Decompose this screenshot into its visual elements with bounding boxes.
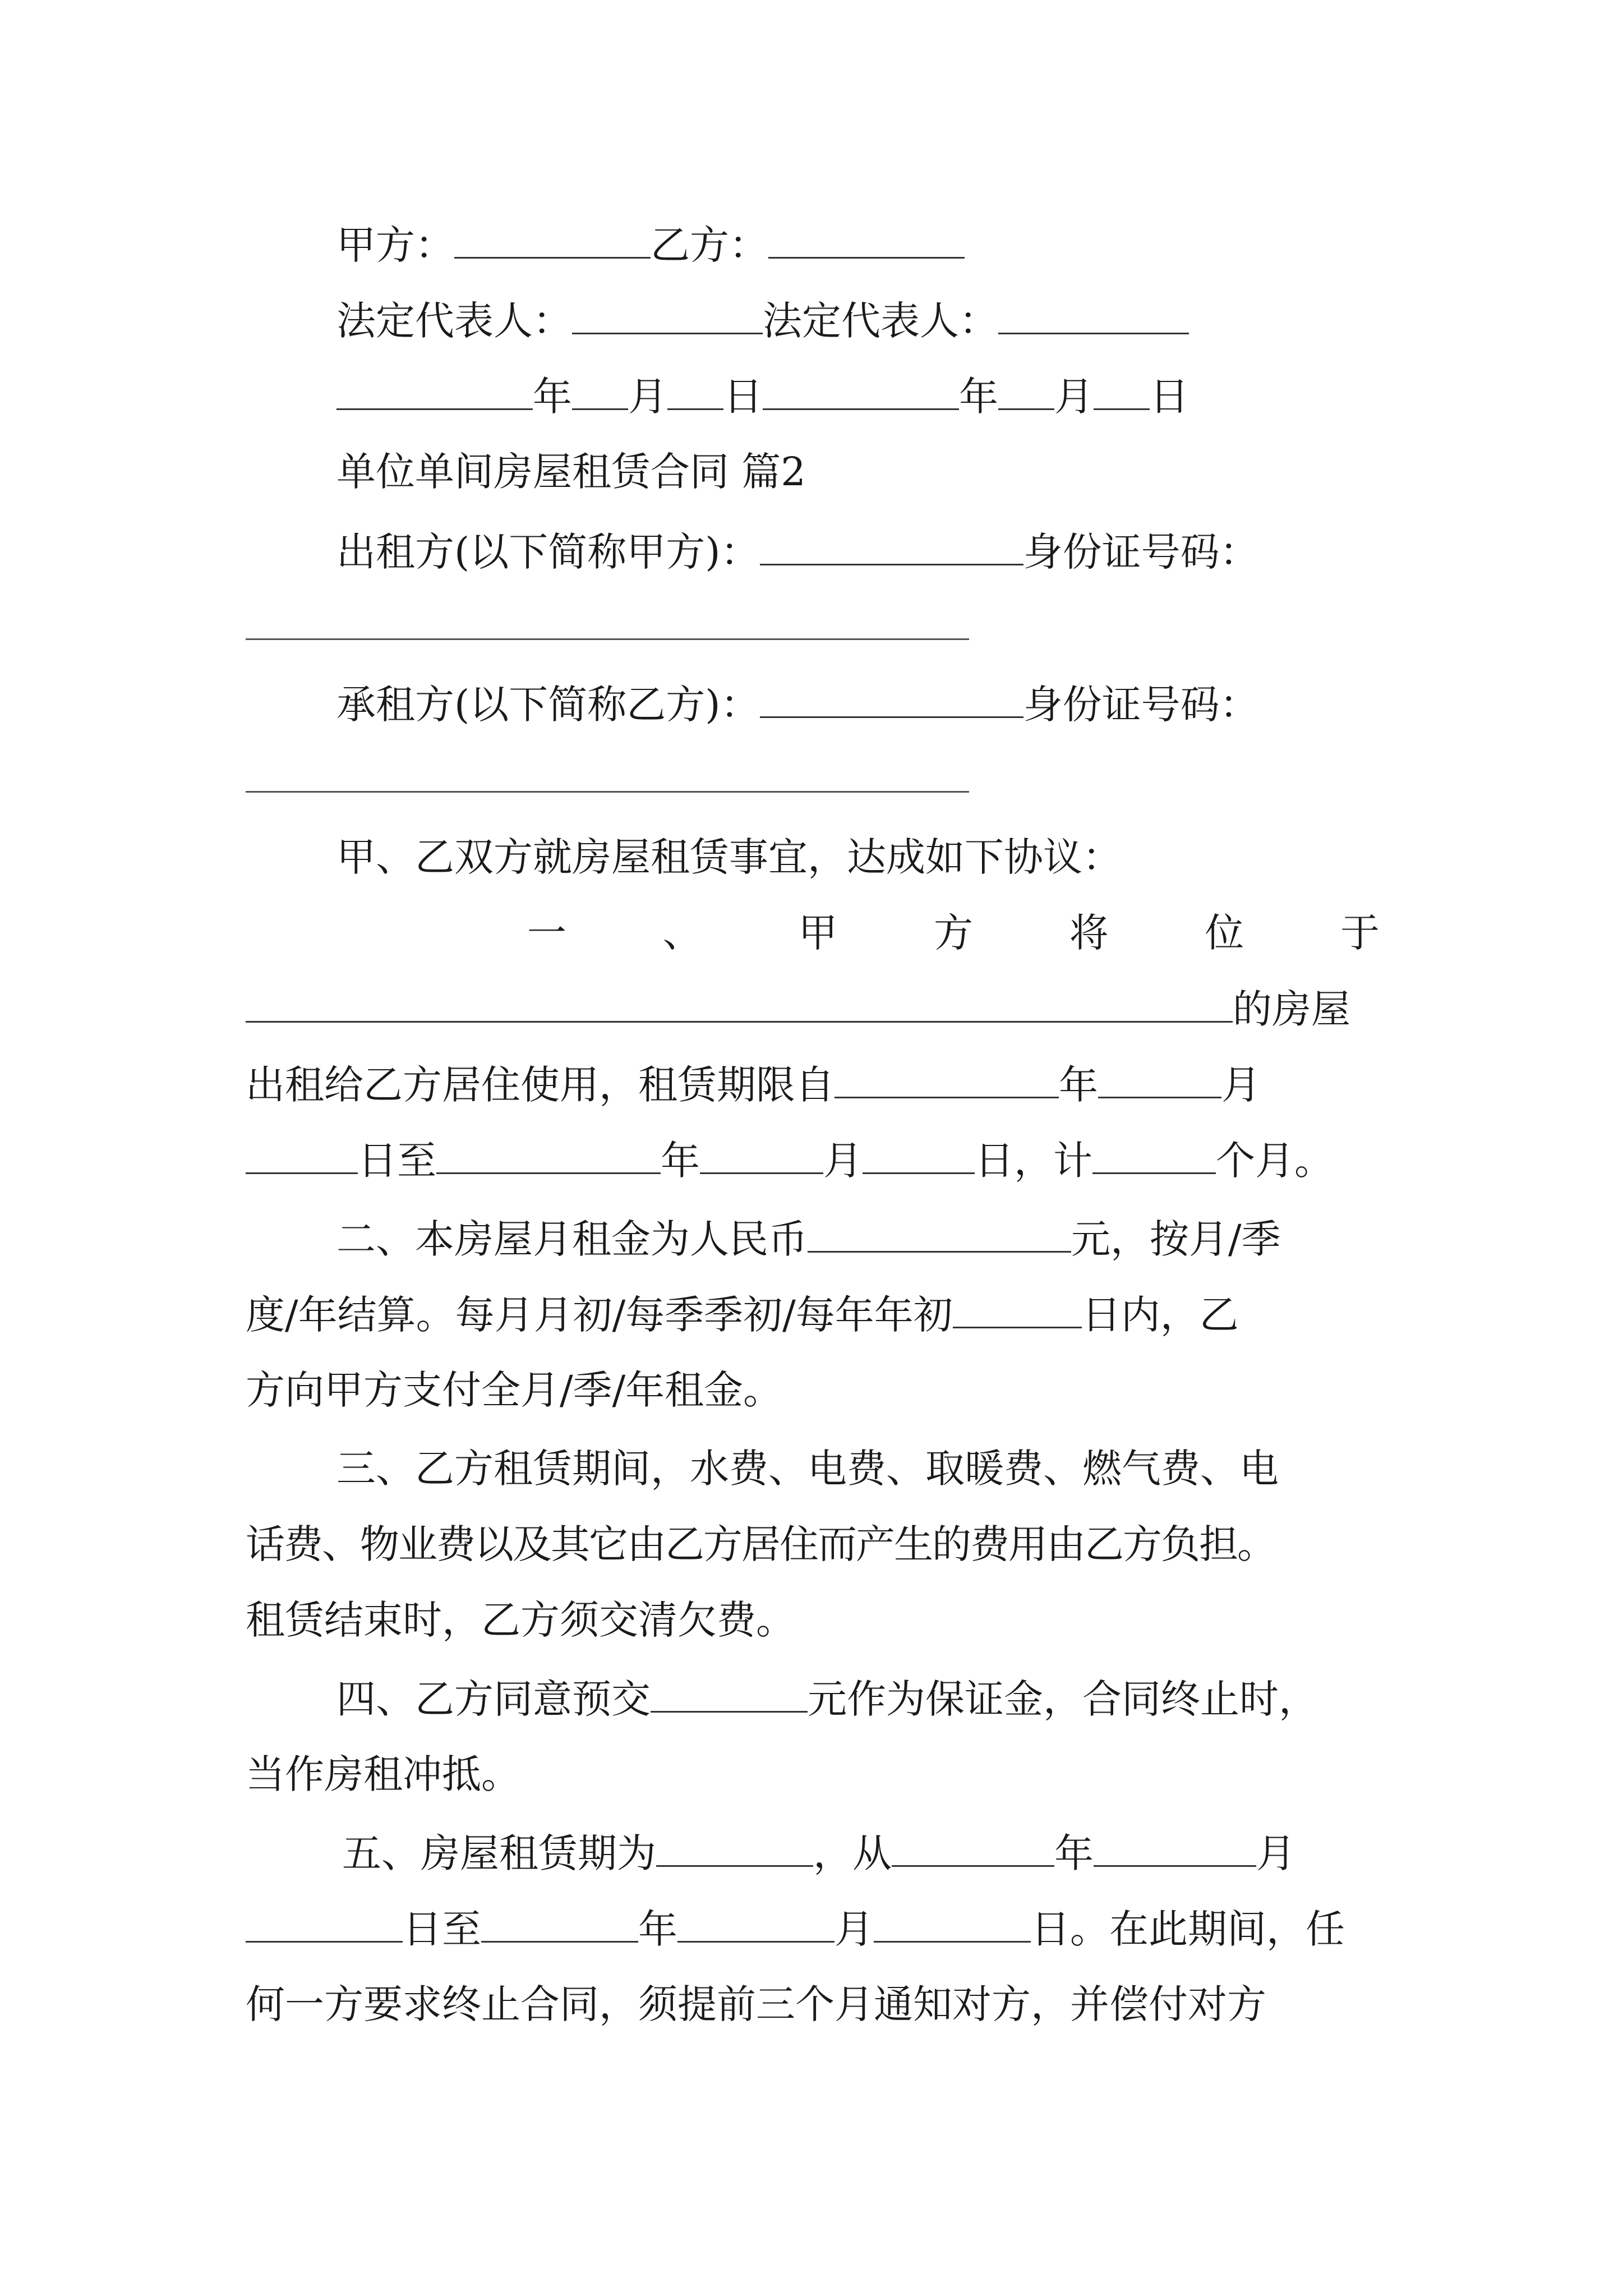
clause5-l2-month: 月 <box>834 1906 874 1952</box>
lessor-name-blank[interactable] <box>760 524 1023 565</box>
period-start-month-blank[interactable] <box>1094 1826 1256 1867</box>
signature-reps-line <box>336 293 1189 347</box>
clause3-line2: 话费、物业费以及其它由乙方居住而产生的费用由乙方负担。 <box>246 1521 1275 1567</box>
clause1-char-3: 甲 <box>798 910 838 956</box>
clause1-l3-year: 年 <box>1059 1062 1098 1108</box>
clause5-l1-from: ，从 <box>813 1830 892 1876</box>
clause1-l4-daytotal: 日，计 <box>975 1138 1092 1184</box>
clause5-l1-year: 年 <box>1054 1830 1094 1876</box>
clause2-l2-text: 度/年结算。每月月初/每季季初/每年年初 <box>246 1292 953 1338</box>
lessee-label: 承租方(以下简称乙方)： <box>336 682 760 728</box>
date-a-year-blank[interactable] <box>336 369 533 410</box>
clause4-l1-text: 四、乙方同意预交 <box>336 1676 651 1722</box>
clause2-l1-rest: 元，按月/季 <box>1071 1216 1281 1262</box>
date-b-year: 年 <box>959 374 998 420</box>
lessee-id-label: 身份证号码： <box>1023 682 1259 728</box>
clause2-line3: 方向甲方支付全月/季/年租金。 <box>246 1367 783 1413</box>
party-b-label: 乙方： <box>651 222 768 268</box>
term-months-blank[interactable] <box>1092 1133 1216 1174</box>
period-start-day-blank[interactable] <box>246 1902 403 1943</box>
clause1-line4 <box>246 1133 1334 1187</box>
clause1-char-2: 、 <box>662 910 702 956</box>
payment-days-blank[interactable] <box>953 1287 1082 1328</box>
date-a-day: 日 <box>723 374 763 420</box>
date-a-month-blank[interactable] <box>572 369 628 410</box>
clause4-l1-rest: 元作为保证金，合同终止时， <box>808 1676 1318 1722</box>
period-end-year-blank[interactable] <box>481 1902 638 1943</box>
clause1-char-1: 一 <box>527 910 566 956</box>
lessor-id-blank[interactable] <box>246 638 969 640</box>
clause1-l4-dayto: 日至 <box>358 1138 436 1184</box>
lessee-id-blank[interactable] <box>246 791 969 793</box>
clause2-l2-rest: 日内，乙 <box>1081 1292 1239 1338</box>
lessee-name-blank[interactable] <box>760 677 1023 718</box>
clause5-l1-month: 月 <box>1256 1830 1295 1876</box>
term-start-day-blank[interactable] <box>246 1133 358 1174</box>
rep-a-label: 法定代表人： <box>336 298 572 344</box>
date-b-day: 日 <box>1150 374 1189 420</box>
period-start-year-blank[interactable] <box>892 1826 1054 1867</box>
clause4-line2: 当作房租冲抵。 <box>246 1751 520 1797</box>
clause1-l3-month: 月 <box>1221 1062 1261 1108</box>
lessee-line <box>336 677 1259 731</box>
signature-parties-line <box>336 218 965 272</box>
clause1-l3-text: 出租给乙方居住使用，租赁期限自 <box>246 1062 834 1108</box>
signature-date-line <box>336 369 1189 423</box>
clause4-line1 <box>336 1672 1318 1726</box>
term-start-month-blank[interactable] <box>1098 1057 1221 1098</box>
clause5-line3: 何一方要求终止合同，须提前三个月通知对方，并偿付对方 <box>246 1981 1266 2027</box>
date-a-year: 年 <box>533 374 572 420</box>
house-location-blank[interactable] <box>246 982 1233 1023</box>
period-end-month-blank[interactable] <box>677 1902 834 1943</box>
clause5-l1-text: 五、房屋租赁期为 <box>342 1830 656 1876</box>
clause1-char-5: 将 <box>1069 910 1109 956</box>
lessor-id-label: 身份证号码： <box>1023 529 1259 575</box>
rep-b-label: 法定代表人： <box>763 298 998 344</box>
clause2-l1-text: 二、本房屋月租金为人民币 <box>336 1216 808 1262</box>
lessor-label: 出租方(以下简称甲方)： <box>336 529 760 575</box>
date-b-day-blank[interactable] <box>1094 369 1150 410</box>
clause1-char-4: 方 <box>933 910 973 956</box>
monthly-rent-blank[interactable] <box>808 1212 1071 1253</box>
clause1-char-6: 位 <box>1205 910 1244 956</box>
date-b-year-blank[interactable] <box>763 369 959 410</box>
clause1-house: 的房屋 <box>1233 986 1350 1032</box>
date-a-day-blank[interactable] <box>667 369 723 410</box>
term-end-month-blank[interactable] <box>700 1133 823 1174</box>
date-a-month: 月 <box>628 374 667 420</box>
period-end-day-blank[interactable] <box>874 1902 1031 1943</box>
term-end-day-blank[interactable] <box>863 1133 975 1174</box>
section-title: 单位单间房屋租赁合同 篇2 <box>336 449 806 495</box>
party-a-label: 甲方： <box>336 222 454 268</box>
clause5-line2 <box>246 1902 1345 1955</box>
clause5-l2-rest: 日。在此期间，任 <box>1031 1906 1345 1952</box>
clause3-line1: 三、乙方租赁期间，水费、电费、取暖费、燃气费、电 <box>336 1446 1279 1492</box>
clause1-l4-year: 年 <box>661 1138 700 1184</box>
rep-a-blank[interactable] <box>572 293 763 334</box>
clause1-line1 <box>527 906 1380 960</box>
clause5-l2-dayto: 日至 <box>403 1906 481 1952</box>
term-end-year-blank[interactable] <box>436 1133 661 1174</box>
party-b-blank[interactable] <box>768 218 965 259</box>
clause3-line3: 租赁结束时，乙方须交清欠费。 <box>246 1597 795 1643</box>
deposit-blank[interactable] <box>651 1672 808 1713</box>
clause1-line3 <box>246 1057 1261 1111</box>
clause1-char-7: 于 <box>1340 910 1380 956</box>
clause1-line2 <box>246 982 1350 1036</box>
intro-paragraph: 甲、乙双方就房屋租赁事宜，达成如下协议： <box>336 834 1122 880</box>
clause2-line1 <box>336 1212 1281 1266</box>
term-start-year-blank[interactable] <box>834 1057 1059 1098</box>
lease-period-blank[interactable] <box>656 1826 813 1867</box>
party-a-blank[interactable] <box>454 218 651 259</box>
clause1-l4-month: 月 <box>823 1138 863 1184</box>
lessor-line <box>336 524 1259 578</box>
clause1-l4-months: 个月。 <box>1216 1138 1334 1184</box>
clause5-line1 <box>342 1826 1295 1880</box>
rep-b-blank[interactable] <box>998 293 1189 334</box>
date-b-month: 月 <box>1054 374 1094 420</box>
clause2-line2 <box>246 1287 1239 1341</box>
date-b-month-blank[interactable] <box>998 369 1054 410</box>
clause5-l2-year: 年 <box>638 1906 677 1952</box>
